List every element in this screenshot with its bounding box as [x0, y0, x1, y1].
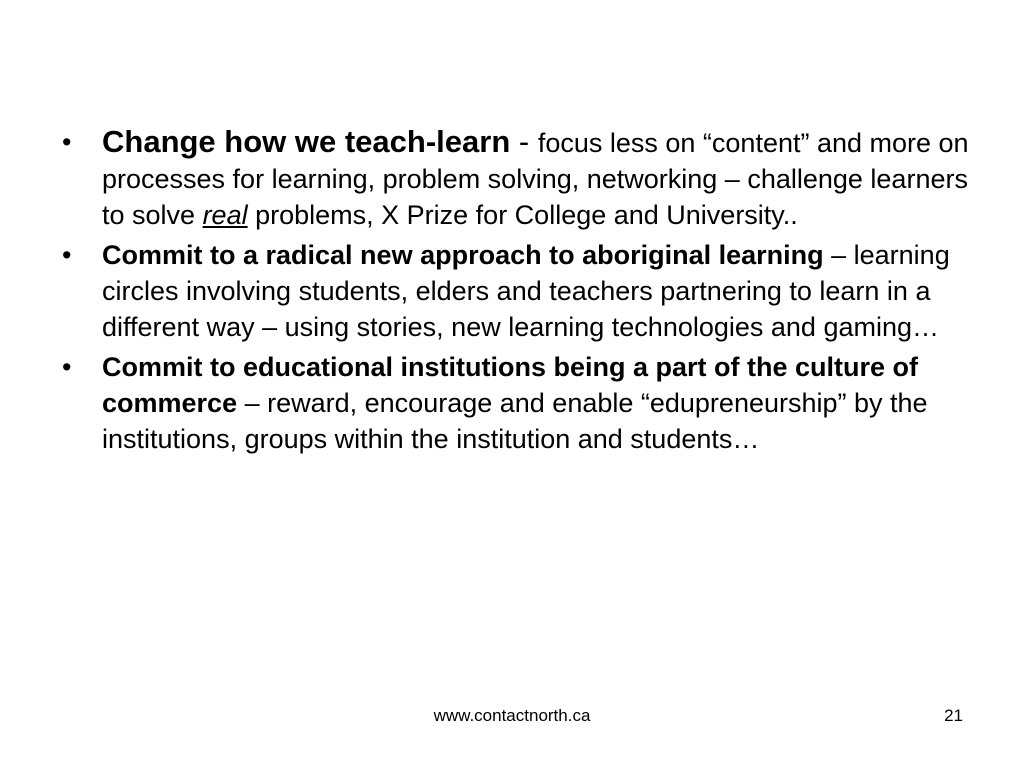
bullet-body: “content” and more on processes for learning, problem solving, networking – challenge learners to solve	[102, 128, 969, 230]
bullet-icon: •	[62, 352, 72, 382]
bullet-heading: Commit to educational institutions being a part of the culture of commerce	[102, 352, 919, 418]
bullet-item-culture-of-commerce	[62, 349, 972, 457]
bullet-item-teach-learn	[62, 124, 972, 233]
bullet-separator: -	[510, 124, 538, 159]
bullet-heading: Commit to a radical new approach to aboriginal learning	[102, 240, 824, 270]
bullet-focus-text: focus less on	[537, 128, 696, 158]
bullet-heading: Change how we teach-learn	[102, 124, 511, 159]
bullet-list	[62, 124, 972, 461]
bullet-body-end: problems, X Prize for College and University..	[247, 200, 798, 230]
bullet-item-aboriginal-learning	[62, 237, 972, 345]
bullet-icon: •	[62, 127, 72, 157]
bullet-body: – learning circles involving students, elders and teachers partnering to learn in a different way – using stories, new learning technologies and gaming…	[102, 240, 950, 342]
bullet-icon: •	[62, 240, 72, 270]
bullet-emphasis: real	[202, 200, 248, 230]
page-number: 21	[944, 706, 963, 725]
footer-url: www.contactnorth.ca	[433, 706, 591, 725]
bullet-body: – reward, encourage and enable “edupreneurship” by the institutions, groups within the institution and students…	[102, 388, 928, 454]
